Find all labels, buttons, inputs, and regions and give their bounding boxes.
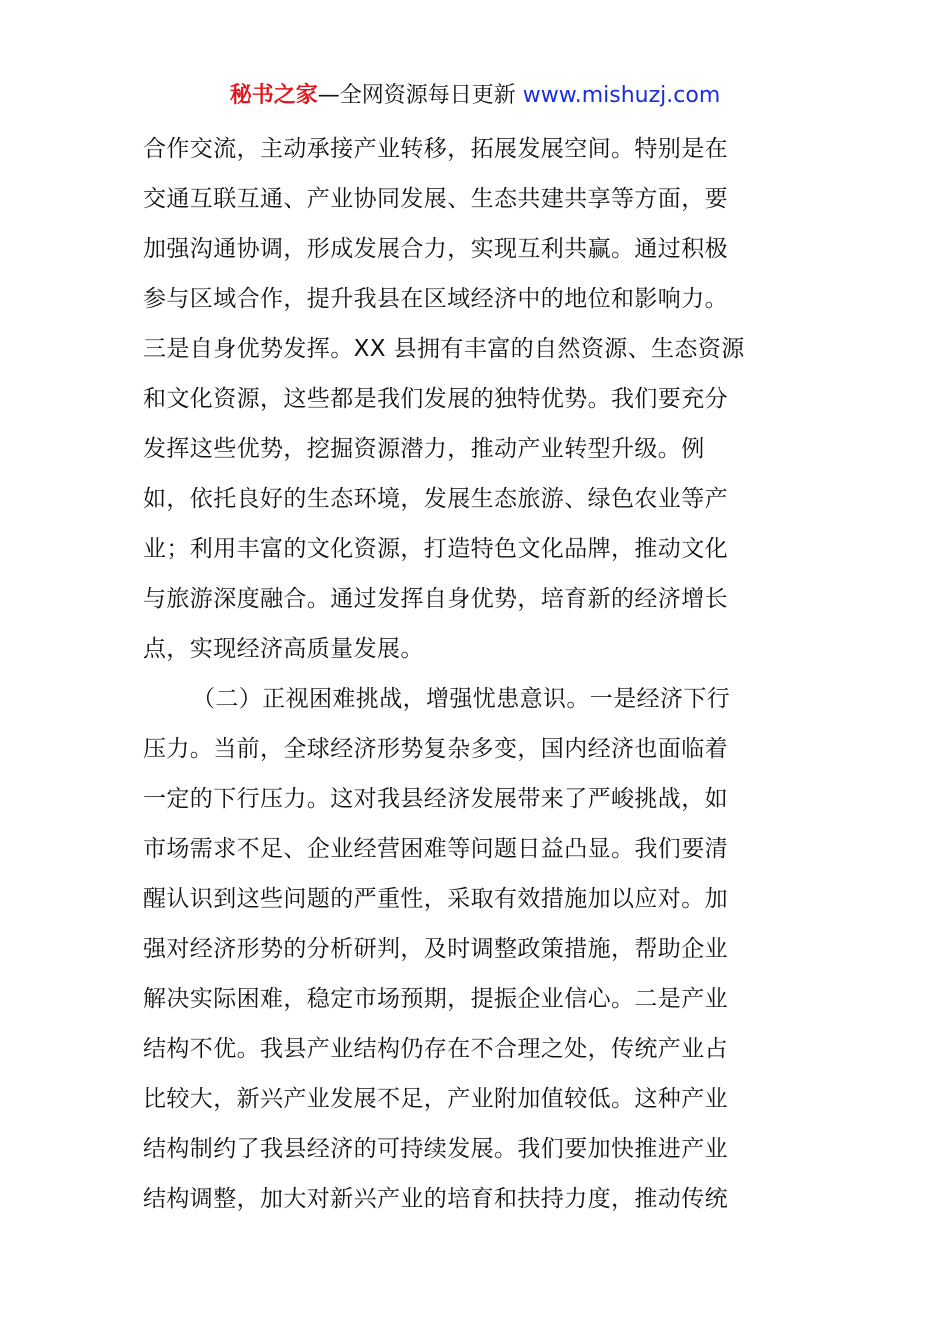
text-line: 市场需求不足、企业经营困难等问题日益凸显。我们要清 xyxy=(143,836,728,862)
text-line: 强对经济形势的分析研判，及时调整政策措施，帮助企业 xyxy=(143,936,728,962)
text-line: 和文化资源，这些都是我们发展的独特优势。我们要充分 xyxy=(143,386,728,412)
text-line: 比较大，新兴产业发展不足，产业附加值较低。这种产业 xyxy=(143,1086,728,1112)
text-line: 业；利用丰富的文化资源，打造特色文化品牌，推动文化 xyxy=(143,536,728,562)
text-line: 结构调整，加大对新兴产业的培育和扶持力度，推动传统 xyxy=(143,1186,728,1212)
text-line: 醒认识到这些问题的严重性，采取有效措施加以应对。加 xyxy=(143,886,728,912)
text-line: 解决实际困难，稳定市场预期，提振企业信心。二是产业 xyxy=(143,986,728,1012)
text-line: 三是自身优势发挥。XX 县拥有丰富的自然资源、生态资源 xyxy=(143,336,745,362)
text-line: 点，实现经济高质量发展。 xyxy=(143,636,424,662)
text-line: 发挥这些优势，挖掘资源潜力，推动产业转型升级。例 xyxy=(143,436,705,462)
page-header xyxy=(0,80,950,112)
header-tagline: —全网资源每日更新 xyxy=(317,83,516,108)
brand-name: 秘书之家 xyxy=(229,83,318,108)
site-url-link[interactable]: www.mishuzj.com xyxy=(522,83,721,108)
text-line: 加强沟通协调，形成发展合力，实现互利共赢。通过积极 xyxy=(143,236,728,262)
text-line: 如，依托良好的生态环境，发展生态旅游、绿色农业等产 xyxy=(143,486,728,512)
text-line: 一定的下行压力。这对我县经济发展带来了严峻挑战，如 xyxy=(143,786,728,812)
text-line: 压力。当前，全球经济形势复杂多变，国内经济也面临着 xyxy=(143,736,728,762)
text-line: 合作交流，主动承接产业转移，拓展发展空间。特别是在 xyxy=(143,136,728,162)
text-line: 与旅游深度融合。通过发挥自身优势，培育新的经济增长 xyxy=(143,586,728,612)
text-line: 结构制约了我县经济的可持续发展。我们要加快推进产业 xyxy=(143,1136,728,1162)
section-heading-line: （二）正视困难挑战，增强忧患意识。一是经济下行 xyxy=(192,686,731,712)
document-body xyxy=(143,124,808,1224)
text-line: 结构不优。我县产业结构仍存在不合理之处，传统产业占 xyxy=(143,1036,728,1062)
text-line: 参与区域合作，提升我县在区域经济中的地位和影响力。 xyxy=(143,286,728,312)
text-line: 交通互联互通、产业协同发展、生态共建共享等方面，要 xyxy=(143,186,728,212)
